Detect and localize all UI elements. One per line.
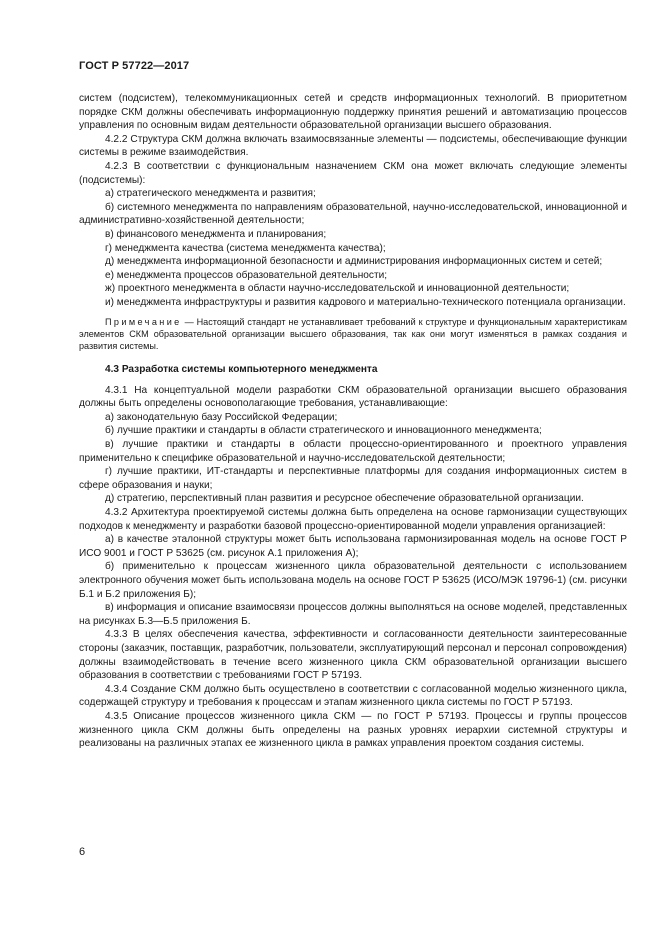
list-item: в) информация и описание взаимосвязи процессов должны выполняться на основе моделей, представленных на рисунках Б.3—Б.5 приложения Б.	[79, 602, 627, 627]
note-label: Примечание	[105, 316, 182, 327]
clause-4-2-2: 4.2.2 Структура СКМ должна включать взаимосвязанные элементы — подсистемы, обеспечивающие функции системы в режиме взаимодействия.	[79, 133, 627, 159]
list-item: ж) проектного менеджмента в области научно-исследовательской и инновационной деятельности;	[105, 283, 570, 295]
list-item: г) менеджмента качества (система менеджмента качества);	[105, 242, 386, 254]
clause-4-3-2: 4.3.2 Архитектура проектируемой системы должна быть определена на основе гармонизации существующих подходов к менеджменту и разработки базовой процессно-ориентированной модели управления организацией:	[79, 507, 627, 532]
document-header: ГОСТ Р 57722—2017	[79, 60, 190, 72]
list-item: и) менеджмента инфраструктуры и развития кадрового и материально-технического потенциала организации.	[105, 296, 626, 308]
list-item: г) лучшие практики, ИТ-стандарты и перспективные платформы для создания информационных систем в сфере образования и науки;	[79, 466, 627, 491]
list-item: в) лучшие практики и стандарты в области процессно-ориентированного и проектного управления применительно к специфике образовательной и научно-исследовательской деятельности;	[79, 439, 627, 464]
clause-4-2-3: 4.2.3 В соответствии с функциональным назначением СКМ она может включать следующие элементы (подсистемы):	[79, 160, 627, 186]
list-item: б) системного менеджмента по направлениям образовательной, научно-исследовательской, инновационной и административно-хозяйственной деятельности;	[79, 201, 627, 227]
clause-4-3-4: 4.3.4 Создание СКМ должно быть осуществлено в соответствии с согласованной моделью жизненного цикла, содержащей структуру и требования к процессам и этапам жизненного цикла системы по ГОСТ Р 57193.	[79, 683, 627, 709]
list-item: д) менеджмента информационной безопасности и администрирования информационных систем и сетей;	[105, 256, 603, 268]
clause-4-3-3: 4.3.3 В целях обеспечения качества, эффективности и согласованности деятельности заинтересованные стороны (заказчик, поставщик, разработчик, пользователи, эксплуатирующий персонал и персонал сопровождения) должны взаимодействовать в течение всего жизненного цикла СКМ образовательной организации высшего образования в соответствии с требованиями ГОСТ Р 57193.	[79, 629, 627, 682]
list-item: б) применительно к процессам жизненного цикла образовательной деятельности с использованием электронного обучения может быть использована модель на основе ГОСТ Р 53625 (ИСО/МЭК 19796-1) (см. рисунки Б.1 и Б.2 приложения Б);	[79, 561, 627, 600]
clause-4-3-5: 4.3.5 Описание процессов жизненного цикла СКМ — по ГОСТ Р 57193. Процессы и группы процессов жизненного цикла СКМ должны быть определены на разных уровнях иерархии системной структуры и реализованы на различных этапах ее жизненного цикла в рамках управления проектом создания системы.	[79, 710, 627, 750]
note-text: — Настоящий стандарт не устанавливает требований к структуре и функциональным характеристикам элементов СКМ образовательной организации высшего образования, так как они могут изменяться в рамках создания и развития системы.	[79, 316, 627, 351]
paragraph-continuation: систем (подсистем), телекоммуникационных сетей и средств информационных технологий. В приоритетном порядке СКМ должны обеспечивать информационную поддержку принятия решений и автоматизацию процессов управления по основным видам деятельности образовательной организации высшего образования.	[79, 93, 627, 132]
list-item: а) в качестве эталонной структуры может быть использована гармонизированная модель на основе ГОСТ Р ИСО 9001 и ГОСТ Р 53625 (см. рисунок А.1 приложения А);	[79, 534, 627, 559]
list-item: б) лучшие практики и стандарты в области стратегического и инновационного менеджмента;	[105, 425, 542, 437]
section-heading: 4.3 Разработка системы компьютерного менеджмента	[105, 364, 378, 376]
list-item: е) менеджмента процессов образовательной деятельности;	[105, 269, 388, 281]
page-number: 6	[79, 846, 86, 858]
list-item: а) законодательную базу Российской Федерации;	[105, 411, 338, 423]
list-item: д) стратегию, перспективный план развития и ресурсное обеспечение образовательной организации.	[105, 493, 584, 505]
list-item: в) финансового менеджмента и планирования;	[105, 228, 327, 240]
list-item: а) стратегического менеджмента и развития;	[105, 188, 316, 200]
document-body	[79, 92, 627, 751]
clause-4-3-1: 4.3.1 На концептуальной модели разработки СКМ образовательной организации высшего образования должны быть определены основополагающие требования, устанавливающие:	[79, 384, 627, 410]
note	[79, 316, 627, 353]
